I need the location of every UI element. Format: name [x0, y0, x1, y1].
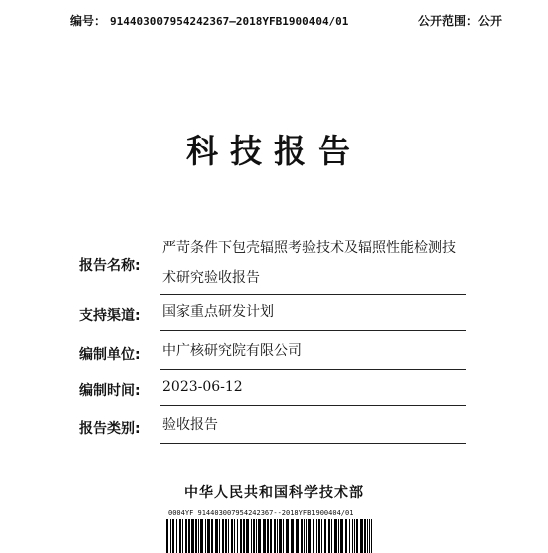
- barcode-image: [166, 519, 372, 553]
- org-label: 编制单位:: [79, 347, 141, 363]
- document-id-label: 编号：: [70, 14, 107, 28]
- org-value: 中广核研究院有限公司: [162, 343, 302, 359]
- document-id-value: 9144030079542423​67—2018YFB1900404/01: [110, 15, 349, 28]
- document-id: [70, 12, 348, 29]
- type-label: 报告类别:: [79, 421, 141, 437]
- date-label: 编制时间:: [79, 383, 141, 399]
- support-value: 国家重点研发计划: [162, 304, 274, 320]
- support-label: 支持渠道:: [79, 308, 141, 324]
- date-value: 2023-06-12: [162, 379, 243, 395]
- report-name-rule: [160, 294, 466, 295]
- report-name-label: 报告名称:: [79, 258, 141, 274]
- page-title: 科技报告: [185, 132, 362, 170]
- type-rule: [160, 443, 466, 444]
- report-name-line2: 术研究验收报告: [162, 270, 260, 286]
- access-scope: 公开范围：公开: [417, 14, 502, 28]
- report-name-line1: 严苛条件下包壳辐照考验技术及辐照性能检测技: [162, 240, 456, 256]
- org-rule: [160, 369, 466, 370]
- barcode-text: 0004YF 914403007954242367--2018YFB1900404/01: [168, 509, 354, 517]
- issuing-org: 中华人民共和国科学技术部: [184, 485, 364, 501]
- support-rule: [160, 330, 466, 331]
- date-rule: [160, 405, 466, 406]
- type-value: 验收报告: [162, 417, 218, 433]
